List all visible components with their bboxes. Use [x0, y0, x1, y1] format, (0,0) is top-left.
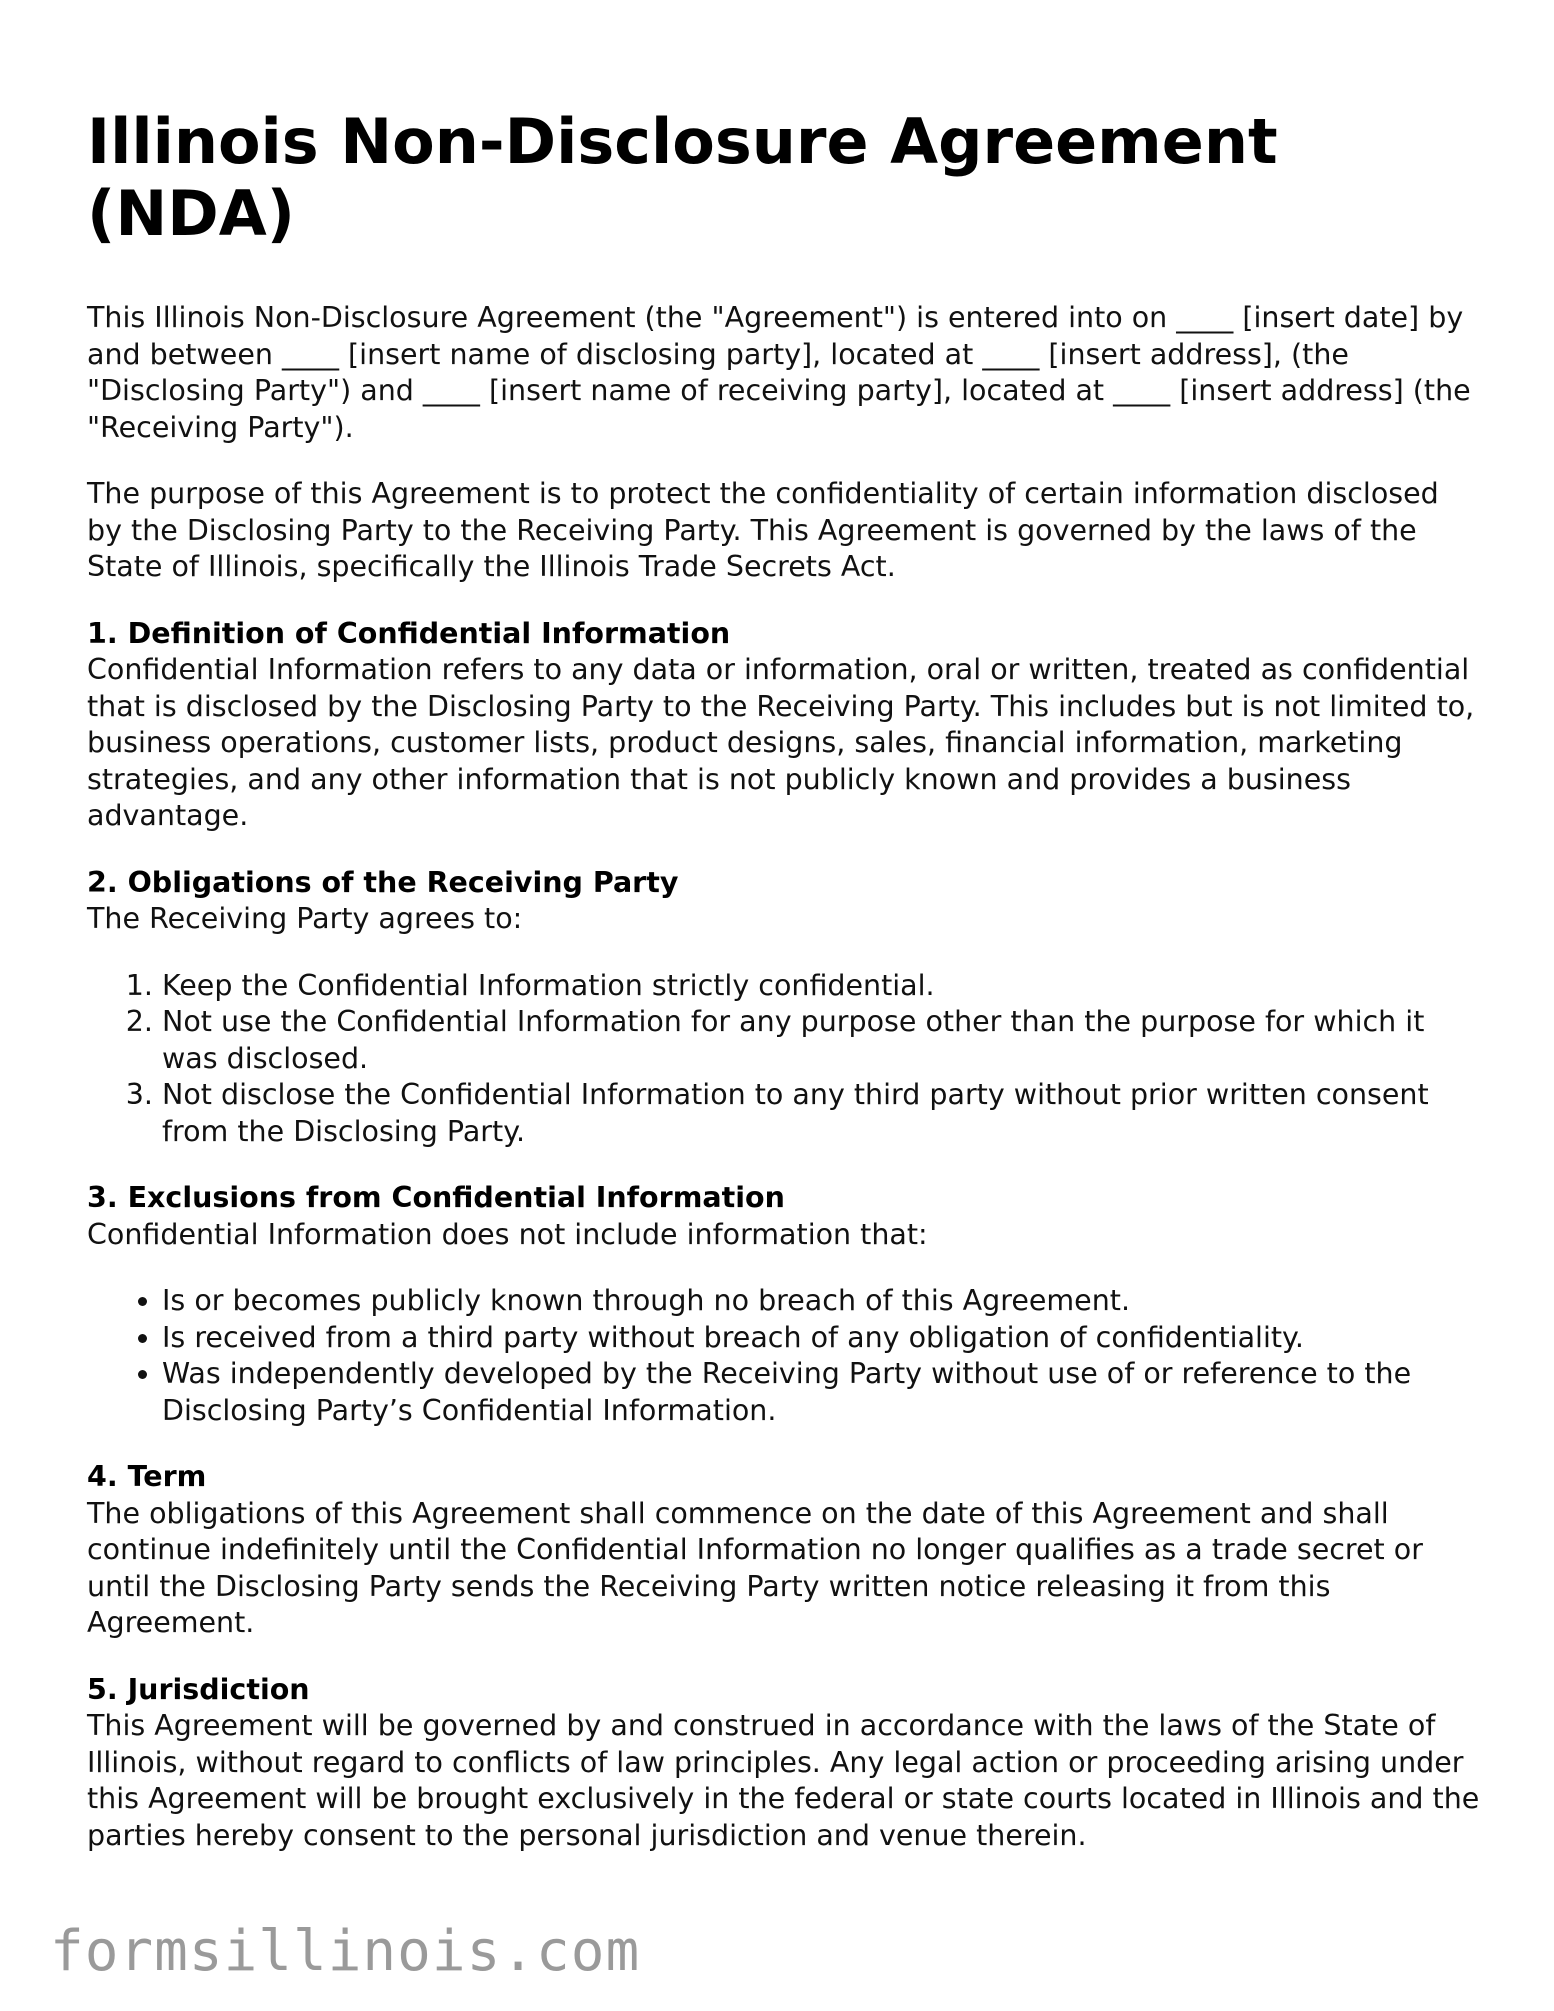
- section-body: The Receiving Party agrees to:: [87, 902, 523, 935]
- section-body: The obligations of this Agreement shall commence on the date of this Agreement and shall continue indefinitely until the Confidential Information no longer qualifies as a trade secret or until the Disclosing Party sends the Receiving Party written notice releasing it from this Agreement.: [87, 1496, 1423, 1639]
- section-heading: 3. Exclusions from Confidential Information: [87, 1181, 785, 1214]
- site-watermark: formsillinois.com: [50, 1919, 641, 1984]
- section-term: [87, 1459, 1482, 1642]
- list-item: • Was independently developed by the Receiving Party without use of or reference to the Disclosing Party’s Confidential Information.: [162, 1356, 1482, 1429]
- exclusions-list: [87, 1283, 1482, 1429]
- section-body: Confidential Information does not include information that:: [87, 1217, 928, 1251]
- obligations-list: [87, 968, 1482, 1151]
- document-page: [87, 106, 1482, 1884]
- list-item: • Is received from a third party without breach of any obligation of confidentiality.: [162, 1320, 1482, 1357]
- list-item: • Is or becomes publicly known through no breach of this Agreement.: [162, 1283, 1482, 1320]
- section-heading: 1. Definition of Confidential Information: [87, 616, 731, 650]
- section-heading: 2. Obligations of the Receiving Party: [87, 865, 679, 899]
- section-jurisdiction: [87, 1672, 1482, 1855]
- section-heading: 4. Term: [87, 1460, 207, 1493]
- section-exclusions: [87, 1180, 1482, 1429]
- intro-paragraph: This Illinois Non-Disclosure Agreement (the "Agreement") is entered into on ____ [insert date] by and between ____ [insert name of disclosing party], located at ____ [insert address], (the "Disclosing Party") and ____ [insert name of receiving party], located at ____ [insert address] (the "Receiving Party").: [87, 301, 1471, 444]
- purpose-paragraph: The purpose of this Agreement is to protect the confidentiality of certain information disclosed by the Disclosing Party to the Receiving Party. This Agreement is governed by the laws of the State of Illinois, specifically the Illinois Trade Secrets Act.: [87, 477, 1439, 583]
- document-title: Illinois Non-Disclosure Agreement (NDA): [87, 105, 1278, 250]
- section-obligations: [87, 865, 1482, 1151]
- list-item: 3. Not disclose the Confidential Information to any third party without prior written consent from the Disclosing Party.: [162, 1077, 1482, 1150]
- section-body: This Agreement will be governed by and construed in accordance with the laws of the State of Illinois, without regard to conflicts of law principles. Any legal action or proceeding arising under this Agreement will be brought exclusively in the federal or state courts located in Illinois and the parties hereby consent to the personal jurisdiction and venue therein.: [87, 1709, 1480, 1852]
- section-heading: 5. Jurisdiction: [87, 1672, 310, 1706]
- list-item: 2. Not use the Confidential Information for any purpose other than the purpose for which it was disclosed.: [162, 1004, 1482, 1077]
- list-item: 1. Keep the Confidential Information strictly confidential.: [162, 968, 1482, 1005]
- section-definition: [87, 616, 1482, 835]
- section-body: Confidential Information refers to any data or information, oral or written, treated as confidential that is disclosed by the Disclosing Party to the Receiving Party. This includes but is not limited to, business operations, customer lists, product designs, sales, financial information, marketing strategies, and any other information that is not publicly known and provides a business advantage.: [87, 653, 1475, 832]
